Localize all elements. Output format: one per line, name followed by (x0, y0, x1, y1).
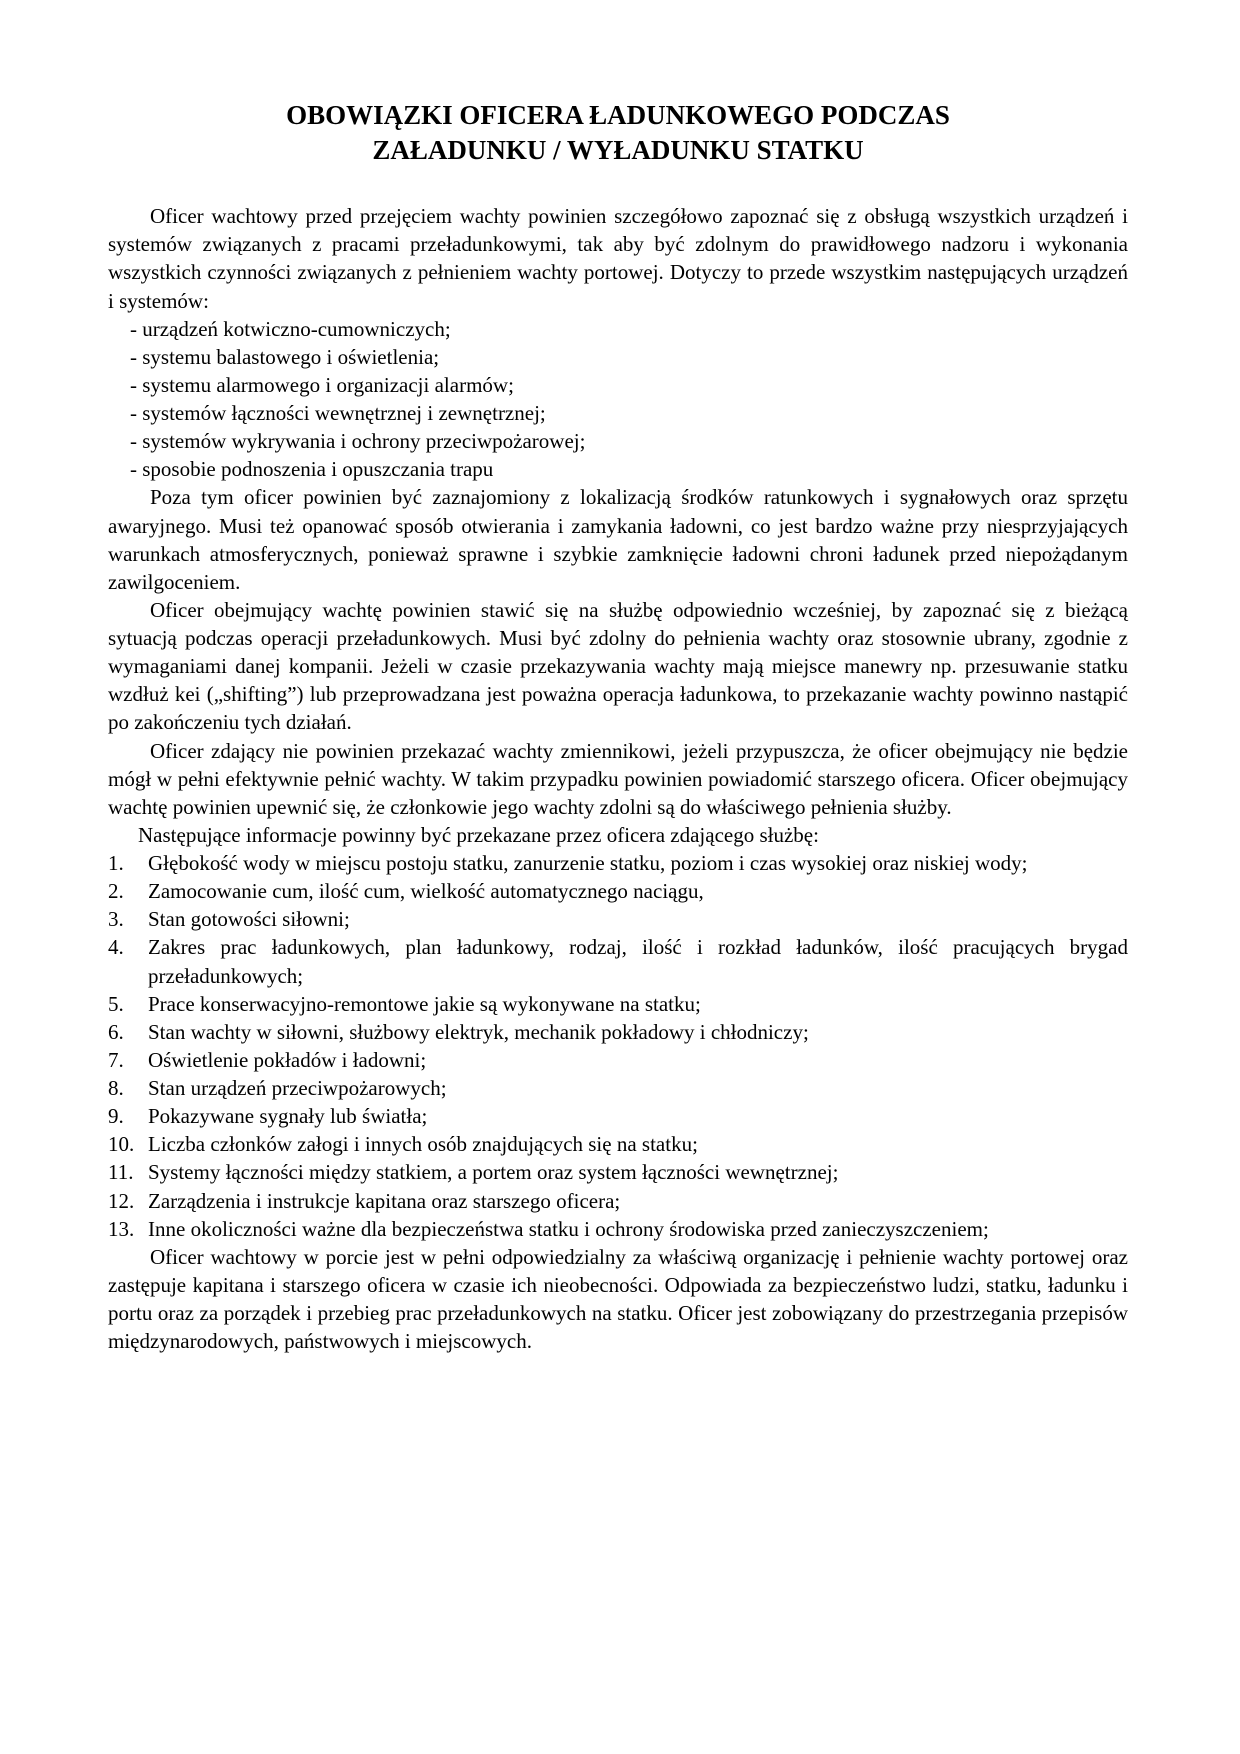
item-text: Oświetlenie pokładów i ładowni; (148, 1047, 427, 1072)
item-number: 9. (108, 1104, 124, 1129)
item-number: 7. (108, 1047, 124, 1072)
numbered-item (108, 1130, 1128, 1158)
dash-list-item: - systemu balastowego i oświetlenia; (130, 344, 440, 369)
item-number: 3. (108, 907, 124, 932)
item-text: Zarządzenia i instrukcje kapitana oraz starszego oficera; (148, 1188, 621, 1213)
item-text: Zamocowanie cum, ilość cum, wielkość automatycznego naciągu, (148, 879, 704, 904)
item-text: Pokazywane sygnały lub światła; (148, 1104, 428, 1129)
item-number: 10. (108, 1132, 135, 1157)
numbered-item (108, 933, 1128, 989)
paragraph-intro: Oficer wachtowy przed przejęciem wachty powinien szczegółowo zapoznać się z obsługą wszystkich urządzeń i systemów związanych z pracami przeładunkowymi, tak aby być zdolnym do prawidłowego nadzoru i wykonania wszystkich czynności związanych z pełnieniem wachty portowej. Dotyczy to przede wszystkim następujących urządzeń i systemów: (108, 204, 1128, 313)
item-text: Stan urządzeń przeciwpożarowych; (148, 1076, 447, 1101)
item-text: Zakres prac ładunkowych, plan ładunkowy, rodzaj, ilość i rozkład ładunków, ilość pracujących brygad przeładunkowych; (148, 935, 1128, 988)
document-title (108, 98, 1128, 168)
item-number: 6. (108, 1019, 124, 1044)
numbered-item (108, 1046, 1128, 1074)
item-number: 12. (108, 1188, 135, 1213)
document-title-line2: ZAŁADUNKU / WYŁADUNKU STATKU (372, 135, 864, 166)
dash-list-item: - systemu alarmowego i organizacji alarmów; (130, 372, 514, 397)
paragraph-zdajacy: Oficer zdający nie powinien przekazać wachty zmiennikowi, jeżeli przypuszcza, że oficer obejmujący nie będzie mógł w pełni efektywnie pełnić wachty. W takim przypadku powinien powiadomić starszego oficera. Oficer obejmujący wachtę powinien upewnić się, że członkowie jego wachty zdolni są do właściwego pełnienia służby. (108, 738, 1128, 819)
item-number: 1. (108, 851, 124, 876)
numbered-item (108, 1102, 1128, 1130)
item-text: Inne okoliczności ważne dla bezpieczeństwa statku i ochrony środowiska przed zanieczyszczeniem; (148, 1216, 989, 1241)
handover-numbered-list (108, 849, 1128, 1243)
dash-list-item: - systemów łączności wewnętrznej i zewnętrznej; (130, 401, 546, 426)
numbered-item (108, 1074, 1128, 1102)
item-number: 13. (108, 1216, 135, 1241)
numbered-item (108, 849, 1128, 877)
document-title-line1: OBOWIĄZKI OFICERA ŁADUNKOWEGO PODCZAS (286, 100, 950, 130)
equipment-dash-list (108, 315, 1128, 484)
item-text: Prace konserwacyjno-remontowe jakie są wykonywane na statku; (148, 991, 701, 1016)
numbered-item (108, 1215, 1128, 1243)
item-text: Liczba członków załogi i innych osób znajdujących się na statku; (148, 1132, 698, 1157)
paragraph-nastepujace: Następujące informacje powinny być przekazane przez oficera zdającego służbę: (138, 822, 819, 847)
numbered-item (108, 990, 1128, 1018)
item-number: 11. (108, 1160, 134, 1185)
dash-list-item: - systemów wykrywania i ochrony przeciwpożarowej; (130, 429, 586, 454)
item-text: Stan gotowości siłowni; (148, 907, 350, 932)
numbered-item (108, 1158, 1128, 1186)
numbered-item (108, 1187, 1128, 1215)
paragraph-obejmujacy: Oficer obejmujący wachtę powinien stawić się na służbę odpowiednio wcześniej, by zapoznać się z bieżącą sytuacją podczas operacji przeładunkowych. Musi być zdolny do pełnienia wachty oraz stosownie ubrany, zgodnie z wymaganiami danej kompanii. Jeżeli w czasie przekazywania wachty mają miejsce manewry np. przesuwanie statku wzdłuż kei („shifting”) lub przeprowadzana jest poważna operacja ładunkowa, to przekazanie wachty powinno nastąpić po zakończeniu tych działań. (108, 597, 1128, 735)
numbered-item (108, 877, 1128, 905)
item-number: 2. (108, 879, 124, 904)
numbered-item (108, 905, 1128, 933)
item-text: Głębokość wody w miejscu postoju statku, zanurzenie statku, poziom i czas wysokiej oraz niskiej wody; (148, 851, 1028, 876)
paragraph-closing: Oficer wachtowy w porcie jest w pełni odpowiedzialny za właściwą organizację i pełnienie wachty portowej oraz zastępuje kapitana i starszego oficera w czasie ich nieobecności. Odpowiada za bezpieczeństwo ludzi, statku, ładunku i portu oraz za porządek i przebieg prac przeładunkowych na statku. Oficer jest zobowiązany do przestrzegania przepisów międzynarodowych, państwowych i miejscowych. (108, 1244, 1128, 1354)
dash-list-item: - sposobie podnoszenia i opuszczania trapu (130, 457, 494, 482)
item-number: 4. (108, 935, 124, 960)
paragraph-poza-tym: Poza tym oficer powinien być zaznajomiony z lokalizacją środków ratunkowych i sygnałowych oraz sprzętu awaryjnego. Musi też opanować sposób otwierania i zamykania ładowni, co jest bardzo ważne przy niesprzyjających warunkach atmosferycznych, ponieważ sprawne i szybkie zamknięcie ładowni chroni ładunek przed niepożądanym zawilgoceniem. (108, 485, 1128, 594)
numbered-item (108, 1018, 1128, 1046)
item-text: Stan wachty w siłowni, służbowy elektryk, mechanik pokładowy i chłodniczy; (148, 1019, 809, 1044)
item-text: Systemy łączności między statkiem, a portem oraz system łączności wewnętrznej; (148, 1160, 839, 1185)
item-number: 8. (108, 1076, 124, 1101)
dash-list-item: - urządzeń kotwiczno-cumowniczych; (130, 316, 451, 341)
item-number: 5. (108, 991, 124, 1016)
